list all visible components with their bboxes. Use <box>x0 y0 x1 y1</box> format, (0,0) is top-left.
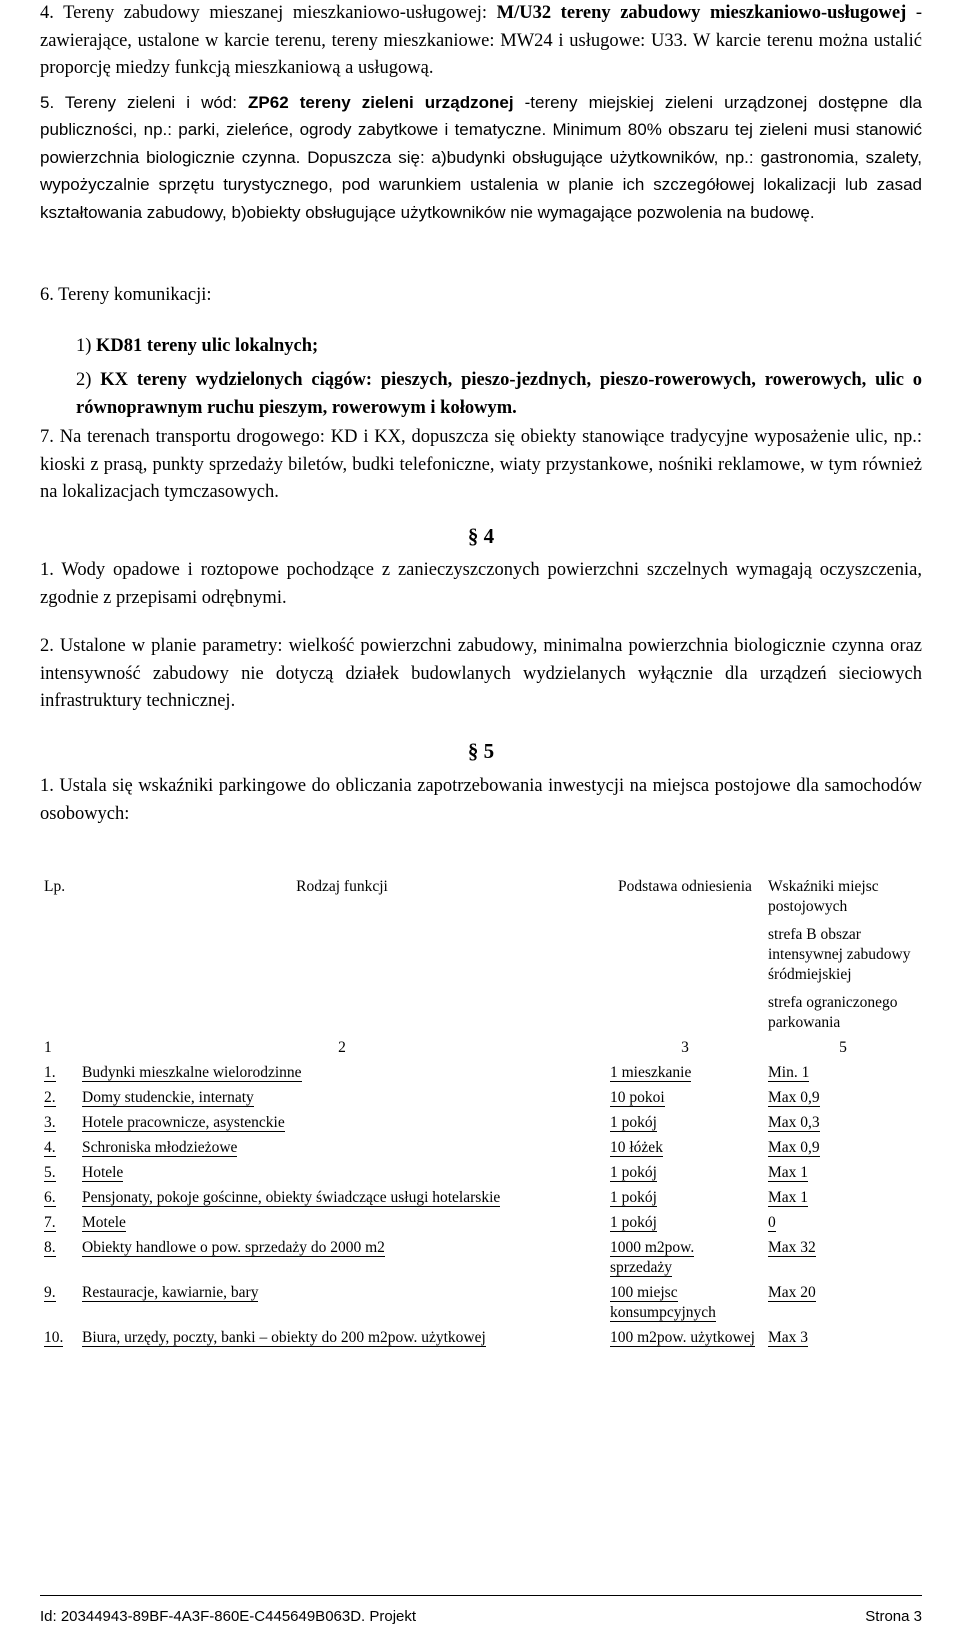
row-value <box>764 1282 922 1327</box>
row-lp-text: 10. <box>44 1329 64 1346</box>
row-basis-text: 10 pokoi <box>610 1089 665 1106</box>
p5-bold: ZP62 tereny zieleni urządzonej <box>248 92 514 112</box>
l2-number: 2) <box>76 370 101 390</box>
row-basis-text: 1 mieszkanie <box>610 1064 692 1081</box>
row-function-text: Biura, urzędy, poczty, banki – obiekty do 200 m2pow. użytkowej <box>82 1329 486 1346</box>
table-row <box>40 1087 922 1112</box>
row-basis-text: 1 pokój <box>610 1114 657 1131</box>
table-row <box>40 1187 922 1212</box>
row-value <box>764 1087 922 1112</box>
row-value-text: Max 0,9 <box>768 1139 820 1156</box>
row-lp-text: 4. <box>44 1139 56 1156</box>
table-row <box>40 1112 922 1137</box>
p4-lead: 4. Tereny zabudowy mieszanej mieszkaniowo-usługowej: <box>40 3 497 23</box>
row-lp <box>40 1062 78 1087</box>
l1-number: 1) <box>76 336 97 356</box>
table-row <box>40 1162 922 1187</box>
row-value <box>764 1062 922 1087</box>
row-basis <box>606 1162 764 1187</box>
row-value <box>764 1112 922 1137</box>
row-lp <box>40 1282 78 1327</box>
row-function <box>78 1087 606 1112</box>
section-5-heading: § 5 <box>467 739 495 763</box>
col-num-2: 2 <box>338 1039 346 1056</box>
row-basis-text: 1000 m2pow. sprzedaży <box>610 1239 695 1276</box>
row-value <box>764 1162 922 1187</box>
table-row <box>40 1137 922 1162</box>
row-lp <box>40 1237 78 1282</box>
p4-text: - zawierające, ustalone w karcie terenu, tereny mieszkaniowe: MW24 i usługowe: U33. W karcie terenu można ustalić proporcję miedzy funkcją mieszkaniową a usługową. <box>40 3 922 78</box>
row-value-text: Max 1 <box>768 1189 809 1206</box>
col-num-1: 1 <box>44 1039 52 1056</box>
row-lp <box>40 1162 78 1187</box>
row-basis <box>606 1237 764 1282</box>
paragraph-4 <box>40 0 922 83</box>
row-lp-text: 1. <box>44 1064 56 1081</box>
col-num-3: 3 <box>681 1039 689 1056</box>
row-basis-text: 100 miejsc konsumpcyjnych <box>610 1284 716 1321</box>
table-row <box>40 1062 922 1087</box>
row-function <box>78 1327 606 1352</box>
row-value-text: Max 3 <box>768 1329 809 1346</box>
table-row <box>40 1237 922 1282</box>
paragraph-5 <box>40 89 922 227</box>
row-function <box>78 1112 606 1137</box>
row-value-text: Max 32 <box>768 1239 816 1256</box>
row-basis <box>606 1187 764 1212</box>
row-basis <box>606 1212 764 1237</box>
paragraph-6: 6. Tereny komunikacji: <box>40 285 212 305</box>
list-item-2 <box>76 367 922 422</box>
row-basis-text: 10 łóżek <box>610 1139 663 1156</box>
row-basis <box>606 1282 764 1327</box>
header-wskazniki <box>764 876 922 1037</box>
row-basis <box>606 1112 764 1137</box>
section-4-heading: § 4 <box>467 524 495 548</box>
row-lp-text: 5. <box>44 1164 56 1181</box>
section-5-item-1: 1. Ustala się wskaźniki parkingowe do obliczania zapotrzebowania inwestycji na miejsca postojowe dla samochodów osobowych: <box>40 776 922 824</box>
footer-document-id: Id: 20344943-89BF-4A3F-860E-C445649B063D. Projekt <box>40 1608 417 1625</box>
row-lp <box>40 1212 78 1237</box>
table-row <box>40 1212 922 1237</box>
row-function-text: Obiekty handlowe o pow. sprzedaży do 2000 m2 <box>82 1239 385 1256</box>
row-function <box>78 1162 606 1187</box>
row-function-text: Motele <box>82 1214 126 1231</box>
section-4-item-2: 2. Ustalone w planie parametry: wielkość powierzchni zabudowy, minimalna powierzchnia biologicznie czynna oraz intensywność zabudowy nie dotyczą działek budowlanych wydzielanych wyłącznie dla urządzeń sieciowych infrastruktury technicznej. <box>40 636 922 711</box>
row-value-text: Max 20 <box>768 1284 816 1301</box>
row-value-text: Max 0,9 <box>768 1089 820 1106</box>
row-value <box>764 1237 922 1282</box>
row-value <box>764 1327 922 1352</box>
p4-bold: M/U32 tereny zabudowy mieszkaniowo-usługowej <box>496 3 907 23</box>
row-function <box>78 1062 606 1087</box>
row-function-text: Hotele <box>82 1164 124 1181</box>
p5-text: -tereny miejskiej zieleni urządzonej dostępne dla publiczności, np.: parki, zieleńce, ogrody zabytkowe i tematyczne. Minimum 80% obszaru tej zieleni musi stanowić powierzchnia biologicznie czynna. Dopuszcza się: a)budynki obsługujące użytkowników, np.: gastronomia, szalety, wypożyczalnie sprzętu turystycznego, pod warunkiem ustalenia w planie ich szczegółowej lokalizacji lub zasad kształtowania zabudowy, b)obiekty obsługujące użytkowników nie wymagające pozwolenia na budowę. <box>40 92 922 222</box>
row-value-text: Max 0,3 <box>768 1114 820 1131</box>
row-lp-text: 9. <box>44 1284 56 1301</box>
strefa-b-label: strefa B obszar intensywnej zabudowy śródmiejskiej <box>768 926 911 983</box>
row-lp <box>40 1112 78 1137</box>
row-value <box>764 1187 922 1212</box>
row-function-text: Schroniska młodzieżowe <box>82 1139 238 1156</box>
paragraph-7: 7. Na terenach transportu drogowego: KD i KX, dopuszcza się obiekty stanowiące tradycyjne wyposażenie ulic, np.: kioski z prasą, punkty sprzedaży biletów, budki telefoniczne, wiaty przystankowe, nośniki reklamowe, w tym również na lokalizacjach tymczasowych. <box>40 427 922 502</box>
row-lp-text: 8. <box>44 1239 56 1256</box>
list-item-1 <box>76 333 922 361</box>
wskazniki-label: Wskaźniki miejsc postojowych <box>768 878 879 915</box>
page-footer <box>40 1595 922 1631</box>
footer-page-number: Strona 3 <box>865 1608 922 1625</box>
row-function <box>78 1282 606 1327</box>
row-lp-text: 3. <box>44 1114 56 1131</box>
row-function <box>78 1237 606 1282</box>
row-value-text: Max 1 <box>768 1164 809 1181</box>
row-lp-text: 6. <box>44 1189 56 1206</box>
row-function <box>78 1187 606 1212</box>
row-basis <box>606 1062 764 1087</box>
row-lp <box>40 1327 78 1352</box>
l2-text: KX tereny wydzielonych ciągów: pieszych, pieszo-jezdnych, pieszo-rowerowych, rowerowych, ulic o równoprawnym ruchu pieszym, rowerowym i kołowym. <box>76 370 922 418</box>
row-value <box>764 1212 922 1237</box>
row-value-text: Min. 1 <box>768 1064 810 1081</box>
row-basis-text: 1 pokój <box>610 1189 657 1206</box>
row-value <box>764 1137 922 1162</box>
row-function <box>78 1212 606 1237</box>
row-function-text: Restauracje, kawiarnie, bary <box>82 1284 259 1301</box>
row-basis-text: 1 pokój <box>610 1214 657 1231</box>
row-lp <box>40 1187 78 1212</box>
row-function <box>78 1137 606 1162</box>
row-basis <box>606 1087 764 1112</box>
row-basis <box>606 1327 764 1352</box>
row-basis-text: 1 pokój <box>610 1164 657 1181</box>
row-lp-text: 2. <box>44 1089 56 1106</box>
header-rodzaj: Rodzaj funkcji <box>296 878 388 895</box>
row-lp <box>40 1137 78 1162</box>
strefa-o-label: strefa ograniczonego parkowania <box>768 994 898 1031</box>
header-lp: Lp. <box>44 878 66 895</box>
row-function-text: Hotele pracownicze, asystenckie <box>82 1114 285 1131</box>
section-4-item-1: 1. Wody opadowe i roztopowe pochodzące z zanieczyszczonych powierzchni szczelnych wymagają oczyszczenia, zgodnie z przepisami odrębnymi. <box>40 560 922 608</box>
col-num-5: 5 <box>839 1039 847 1056</box>
row-function-text: Pensjonaty, pokoje gościnne, obiekty świadczące usługi hotelarskie <box>82 1189 501 1206</box>
row-basis-text: 100 m2pow. użytkowej <box>610 1329 755 1346</box>
header-podstawa: Podstawa odniesienia <box>618 878 752 895</box>
row-lp-text: 7. <box>44 1214 56 1231</box>
row-basis <box>606 1137 764 1162</box>
row-function-text: Budynki mieszkalne wielorodzinne <box>82 1064 302 1081</box>
l1-text: KD81 tereny ulic lokalnych; <box>96 336 319 356</box>
row-value-text: 0 <box>768 1214 776 1231</box>
p5-lead: 5. Tereny zieleni i wód: <box>40 92 249 112</box>
table-row <box>40 1282 922 1327</box>
row-lp <box>40 1087 78 1112</box>
table-row <box>40 1327 922 1352</box>
table-number-row <box>40 1037 922 1062</box>
parking-table <box>40 876 922 1352</box>
row-function-text: Domy studenckie, internaty <box>82 1089 254 1106</box>
table-header-row <box>40 876 922 1037</box>
